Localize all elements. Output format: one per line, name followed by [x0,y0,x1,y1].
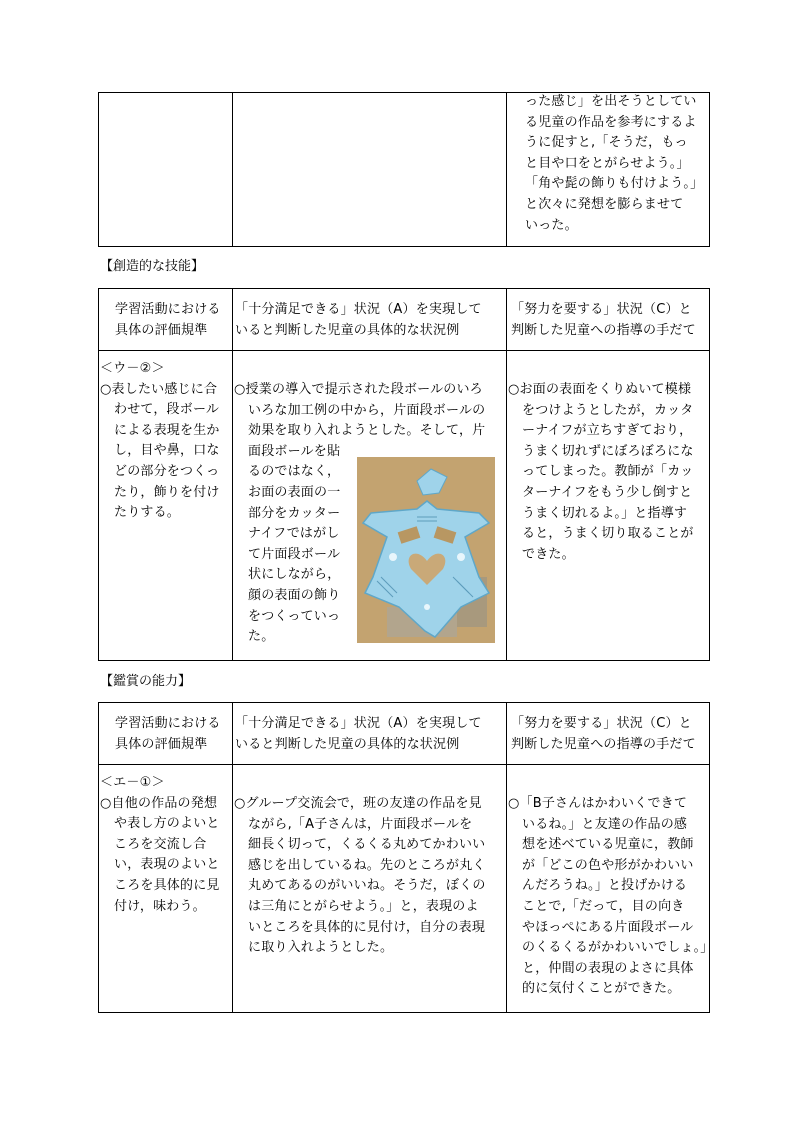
text-line: ことで,「だって，目の向き [522,898,685,914]
text-line: ○「B子さんはかわいくできて [508,796,688,811]
paper-mask-photo-svg [357,457,495,643]
text-line: と目や口をとがらせよう。」 [525,155,690,171]
text-line: うまく切れるよ。」と指導す [522,505,688,521]
header-text: 判断した児童への指導の手だて [511,737,696,752]
text-line: ころを交流し合 [114,836,207,852]
header-criteria [99,703,233,765]
text-line: ○表したい感じに合 [100,381,218,397]
text-line: た。 [248,629,275,645]
text-line: のくるくるがかわいいでしょ。」 [522,940,714,956]
header-text: 「十分満足できる」状況（A）を実現して [235,716,482,731]
text-line: 面段ボールを貼 [248,443,341,459]
text-line: 想を述べている児童に，教師 [522,837,694,853]
text-line: 「角や髭の飾りも付けよう。」 [525,176,704,192]
header-guidance [507,289,710,351]
text-line: ーナイフが立ちすぎており， [522,423,693,439]
text-line: わせて，段ボール [114,402,220,418]
header-text: 「十分満足できる」状況（A）を実現して [235,302,482,317]
text-line: ナイフではがし [248,526,340,542]
header-text: いると判断した児童の具体的な状況例 [235,323,460,338]
header-text: 具体の評価規準 [115,737,208,752]
text-line: いろな加工例の中から，片面段ボールの [248,402,486,418]
header-text: 「努力を要する」状況（C）と [511,716,692,731]
text-line: いった。 [525,217,578,233]
appreciation-table [98,702,714,1013]
text-line: どの部分をつくっ [114,463,220,479]
text-line: る児童の作品を参考にするよ [525,114,697,130]
header-text: 具体の評価規準 [115,323,208,338]
text-line: お面の表面の一 [248,484,341,500]
text-line: ○授業の導入で提示された段ボールのいろ [234,382,483,397]
text-line: ○グループ交流会で，班の友達の作品を見 [234,796,482,811]
text-line: と次々に発想を膨らませて [525,196,684,212]
text-line: し，目や鼻，口な [114,443,220,459]
text-line: ってしまった。教師が「カッ [522,464,694,480]
text-line: い，表現のよいと [114,857,220,873]
text-line: ○自他の作品の発想 [100,795,218,811]
appreciation-example-cell [233,765,507,1013]
text-line: ころを具体的に見 [114,877,220,893]
text-line: やほっぺにある片面段ボール [522,919,694,935]
text-line: たり，飾りを付け [114,484,220,500]
skill-criteria-cell [99,351,233,661]
text-line: できた。 [522,546,575,562]
header-text: 判断した児童への指導の手だて [511,323,696,338]
text-line: に取り入れようとした。 [248,940,394,956]
text-line: ○お面の表面をくりぬいて模様 [508,382,692,397]
header-text: 学習活動における [115,716,221,731]
text-line: いところを具体的に見付け，自分の表現 [248,919,486,935]
appreciation-guidance-cell [507,765,714,1013]
text-line: ターナイフをもう少し倒すと [522,484,693,500]
text-line: いるね。」と友達の作品の感 [522,816,688,832]
text-line: ると，うまく切り取ることが [522,526,694,542]
text-line: 感じを出しているね。先のところが丸く [248,857,486,873]
criteria-code: ＜エ－①＞ [100,775,165,790]
text-line: うに促すと,「そうだ，もっ [525,135,688,151]
text-line: と，仲間の表現のよさに具体 [522,960,694,976]
top-continued-table [98,92,710,247]
text-line: が「どこの色や形がかわいい [522,857,694,873]
text-line: 的に気付くことができた。 [522,981,681,997]
text-line: 付け，味わう。 [114,898,206,914]
skill-guidance-cell [507,351,710,661]
appreciation-criteria-cell [99,765,233,1013]
text-line: ながら,「A子さんは，片面段ボールを [248,816,473,832]
section-heading-skill: 【創造的な技能】 [100,259,205,274]
text-line: んだろうね。」と投げかける [522,878,688,894]
text-line: たりする。 [114,505,181,521]
text-line: 状にしながら， [248,567,341,583]
text-line: は三角にとがらせよう。」と，表現のよ [248,898,479,914]
text-line: をつくっていっ [248,608,341,624]
header-criteria [99,289,233,351]
top-cell-criteria [99,93,233,247]
header-text: いると判断した児童の具体的な状況例 [235,737,460,752]
header-guidance [507,703,710,765]
text-line: るのではなく， [248,464,341,480]
section-heading-appreciation: 【鑑賞の能力】 [100,674,192,689]
text-line: 細長く切って，くるくる丸めてかわいい [248,837,486,853]
top-cell-example [233,93,507,247]
text-line: て片面段ボール [248,546,341,562]
text-line: をつけようとしたが，カッタ [522,402,694,418]
text-line: 効果を取り入れようとした。そして，片 [248,423,486,439]
header-text: 学習活動における [115,302,221,317]
paper-mask-photo [357,457,495,643]
text-line: 丸めてあるのがいいね。そうだ，ぼくの [248,878,486,894]
text-line: 顔の表面の飾り [248,587,341,603]
text-line: による表現を生か [114,422,220,438]
text-line: うまく切れずにぼろぼろにな [522,443,694,459]
text-line: 部分をカッター [248,505,341,521]
top-cell-guidance [507,93,710,247]
header-text: 「努力を要する」状況（C）と [511,302,692,317]
text-line: や表し方のよいと [114,816,220,832]
criteria-code: ＜ウ－②＞ [100,361,165,376]
header-example [233,703,507,765]
text-line: った感じ」を出そうとしてい [525,94,697,109]
header-example [233,289,507,351]
